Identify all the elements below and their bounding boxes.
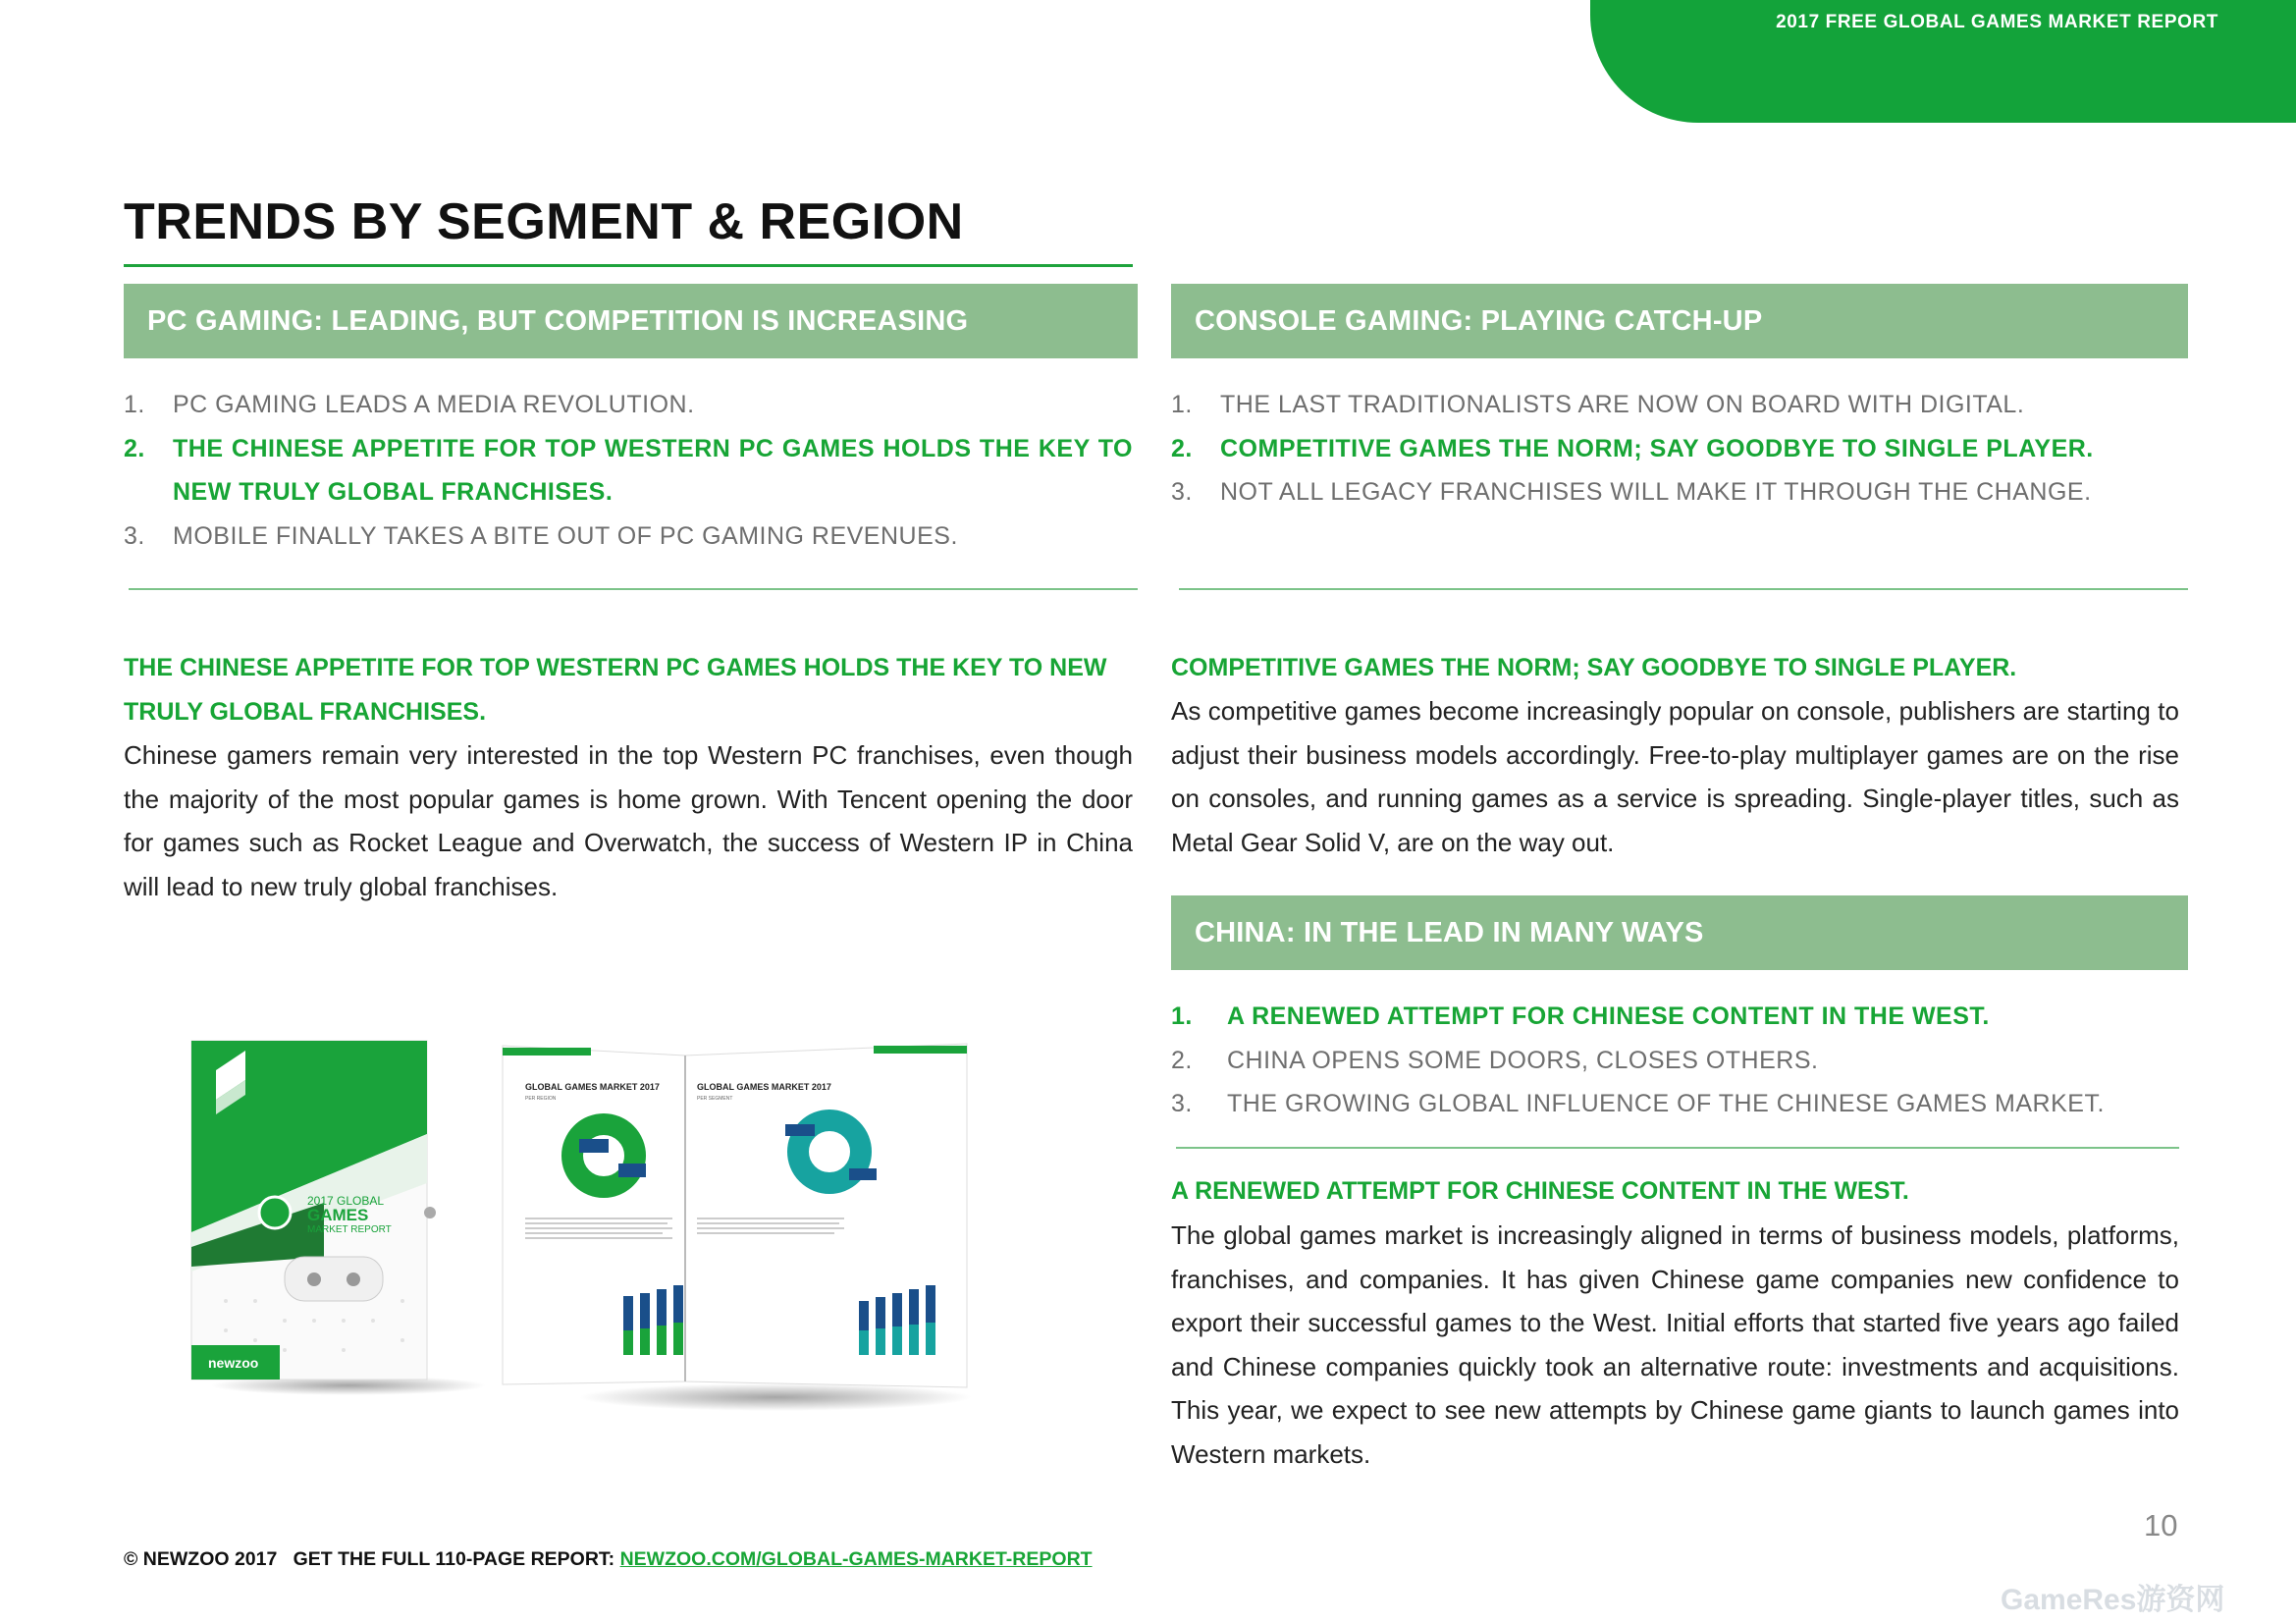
watermark: GameRes游资网 bbox=[2001, 1584, 2225, 1616]
cover-year-title: 2017 GLOBAL bbox=[307, 1194, 385, 1208]
list-item: 2. THE CHINESE APPETITE FOR TOP WESTERN PC GAMES HOLDS THE KEY TO NEW TRULY GLOBAL FRANCHISES. bbox=[124, 434, 1133, 506]
pc-gaming-band: PC GAMING: LEADING, BUT COMPETITION IS INCREASING bbox=[124, 284, 1138, 358]
china-list bbox=[1171, 995, 2182, 1126]
controller-badge-icon bbox=[259, 1197, 291, 1228]
console-gaming-band: CONSOLE GAMING: PLAYING CATCH-UP bbox=[1171, 284, 2188, 358]
spread-left-title: GLOBAL GAMES MARKET 2017 bbox=[525, 1082, 660, 1092]
title-underline bbox=[124, 264, 1133, 267]
list-item: 1. THE LAST TRADITIONALISTS ARE NOW ON BOARD WITH DIGITAL. bbox=[1171, 391, 2025, 418]
report-title: 2017 FREE GLOBAL GAMES MARKET REPORT bbox=[1776, 12, 2218, 32]
page-number: 10 bbox=[2144, 1508, 2178, 1543]
footer-report-link[interactable]: NEWZOO.COM/GLOBAL-GAMES-MARKET-REPORT bbox=[619, 1548, 1093, 1570]
divider bbox=[129, 588, 1138, 590]
spread-left-sub: PER REGION bbox=[525, 1096, 557, 1102]
report-booklet-image bbox=[187, 1036, 991, 1429]
pc-article-body: Chinese gamers remain very interested in the top Western PC franchises, even though the majority of the most popular games is home grown. With Tencent opening the door for games such as Rocket League and Overwatch, the success of Western IP in China will lead to new truly global franchises. bbox=[124, 740, 1133, 901]
console-gaming-list bbox=[1171, 383, 2182, 514]
divider bbox=[1179, 588, 2188, 590]
console-article-heading: COMPETITIVE GAMES THE NORM; SAY GOODBYE TO SINGLE PLAYER. bbox=[1171, 654, 2017, 681]
pc-gaming-list bbox=[124, 383, 1133, 558]
list-item: 1. A RENEWED ATTEMPT FOR CHINESE CONTENT IN THE WEST. bbox=[1171, 1002, 1990, 1030]
booklet-spread bbox=[503, 1044, 967, 1387]
divider bbox=[1176, 1147, 2179, 1149]
cover-subtitle: MARKET REPORT bbox=[307, 1224, 392, 1235]
china-article-body: The global games market is increasingly aligned in terms of business models, platforms, franchises, and companies. It has given Chinese game companies new confidence to export their successful games to the West. Initial efforts that started five years ago failed and Chinese companies quickly took an alternative route: investments and acquisitions. This year, we expect to see new attempts by Chinese game giants to launch games into Western markets. bbox=[1171, 1220, 2179, 1469]
footer bbox=[124, 1548, 1093, 1571]
cover-games: GAMES bbox=[307, 1206, 369, 1224]
china-article-heading: A RENEWED ATTEMPT FOR CHINESE CONTENT IN THE WEST. bbox=[1171, 1177, 1909, 1205]
spread-right-sub: PER SEGMENT bbox=[697, 1096, 733, 1102]
header-tab bbox=[1590, 0, 2296, 123]
footer-copyright: © NEWZOO 2017 bbox=[124, 1548, 278, 1570]
booklet-cover bbox=[191, 1041, 436, 1380]
gamepad-icon bbox=[285, 1257, 383, 1301]
list-item: 3. MOBILE FINALLY TAKES A BITE OUT OF PC GAMING REVENUES. bbox=[124, 521, 958, 550]
china-band: CHINA: IN THE LEAD IN MANY WAYS bbox=[1171, 895, 2188, 970]
list-item: 1. PC GAMING LEADS A MEDIA REVOLUTION. bbox=[124, 391, 695, 418]
console-article-body: As competitive games become increasingly popular on console, publishers are starting to adjust their business models accordingly. Free-to-play multiplayer games are on the rise on consoles, and running games as a service is spreading. Single-player titles, such as Metal Gear Solid V, are on the way out. bbox=[1171, 696, 2179, 857]
list-item: 2. CHINA OPENS SOME DOORS, CLOSES OTHERS. bbox=[1171, 1046, 1819, 1074]
list-item: 3. NOT ALL LEGACY FRANCHISES WILL MAKE IT THROUGH THE CHANGE. bbox=[1171, 478, 2092, 506]
page-title: TRENDS BY SEGMENT & REGION bbox=[124, 193, 964, 250]
spread-right-title: GLOBAL GAMES MARKET 2017 bbox=[697, 1082, 831, 1092]
cover-brand: newzoo bbox=[208, 1355, 259, 1371]
list-item: 3. THE GROWING GLOBAL INFLUENCE OF THE CHINESE GAMES MARKET. bbox=[1171, 1090, 2105, 1117]
binder-clip-icon bbox=[424, 1207, 436, 1218]
list-item: 2. COMPETITIVE GAMES THE NORM; SAY GOODBYE TO SINGLE PLAYER. bbox=[1171, 434, 2094, 462]
pc-article-heading: THE CHINESE APPETITE FOR TOP WESTERN PC GAMES HOLDS THE KEY TO NEW TRULY GLOBAL FRANCHISES. bbox=[124, 654, 1107, 726]
footer-cta: GET THE FULL 110-PAGE REPORT: bbox=[293, 1548, 615, 1570]
